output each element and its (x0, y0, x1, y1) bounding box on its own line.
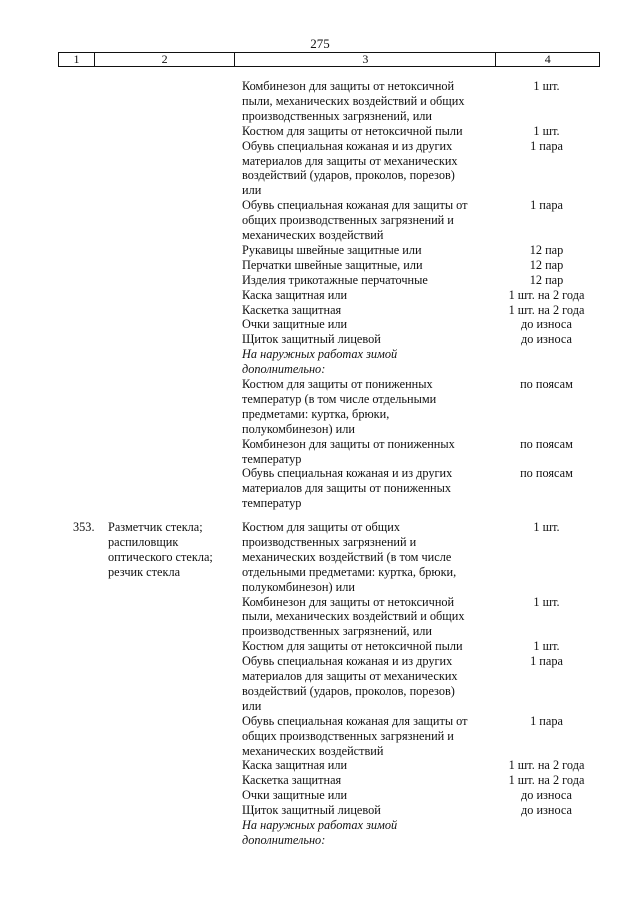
quantity-norm: 1 шт. (533, 639, 560, 654)
equipment-item-line: механических воздействий (242, 743, 384, 758)
equipment-item-line: Каска защитная или (242, 287, 348, 302)
quantity-norm: по поясам (520, 377, 573, 391)
table-header (58, 52, 600, 67)
equipment-item-line: предметами: куртка, брюки, (242, 406, 390, 421)
equipment-item-line: общих производственных загрязнений и (242, 728, 454, 743)
equipment-item-line: Щиток защитный лицевой (242, 332, 381, 347)
equipment-item-line: температур (242, 496, 302, 511)
equipment-item-line: Комбинезон для защиты от нетоксичной (242, 79, 455, 93)
equipment-item-line: пыли, механических воздействий и общих (242, 609, 465, 624)
equipment-item-line: или (242, 698, 262, 713)
equipment-item-line: материалов для защиты от механических (242, 669, 458, 683)
quantity-norm: 1 пара (530, 654, 563, 669)
equipment-item-line: Перчатки швейные защитные, или (242, 257, 423, 272)
occupation-line: оптического стекла; (108, 549, 213, 564)
equipment-item-line: Очки защитные или (242, 317, 348, 332)
quantity-norm: 1 шт. (533, 520, 560, 534)
quantity-norm: 12 пар (529, 242, 564, 257)
equipment-item-line: Обувь специальная кожаная и из других (242, 138, 453, 153)
equipment-item-line: Очки защитные или (242, 788, 348, 803)
equipment-item-line: полукомбинезон) или (242, 579, 355, 594)
equipment-item-line: Обувь специальная кожаная для защиты от (242, 198, 468, 213)
quantity-norm: 12 пар (529, 257, 564, 272)
equipment-item-line: Костюм для защиты от пониженных (242, 377, 433, 391)
equipment-item-line: Комбинезон для защиты от пониженных (242, 436, 455, 451)
equipment-item-line: механических воздействий (242, 228, 384, 242)
equipment-item-line: Рукавицы швейные защитные или (242, 242, 422, 257)
equipment-item-line: пыли, механических воздействий и общих (242, 93, 465, 108)
quantity-norm: 12 пар (529, 272, 564, 287)
row-number: 353. (73, 520, 95, 534)
column-header-4: 4 (544, 52, 551, 66)
equipment-item-line: дополнительно: (242, 362, 326, 377)
equipment-item-line: дополнительно: (242, 832, 326, 847)
equipment-item-line: воздействий (ударов, проколов, порезов) (242, 168, 455, 183)
occupation-line: распиловщик (108, 534, 179, 549)
equipment-item-line: производственных загрязнений, или (242, 108, 433, 123)
quantity-norm: 1 шт. (533, 594, 560, 609)
quantity-norm: 1 шт. на 2 года (508, 287, 585, 302)
equipment-item-line: Каска защитная или (242, 758, 348, 773)
equipment-item-line: Каскетка защитная (242, 302, 342, 317)
quantity-norm: до износа (520, 317, 573, 332)
quantity-norm: 1 шт. на 2 года (508, 758, 585, 773)
quantity-norm: 1 шт. (533, 123, 560, 138)
equipment-item-line: Костюм для защиты от нетоксичной пыли (242, 639, 463, 654)
column-header-3: 3 (235, 53, 496, 66)
occupation-line: резчик стекла (108, 564, 181, 579)
quantity-norm: 1 шт. на 2 года (508, 302, 585, 317)
equipment-item-line: Обувь специальная кожаная и из других (242, 466, 453, 481)
quantity-norm: 1 шт. на 2 года (508, 773, 585, 788)
equipment-item-line: На наружных работах зимой (242, 347, 398, 362)
equipment-item-line: воздействий (ударов, проколов, порезов) (242, 683, 455, 698)
equipment-item-line: Щиток защитный лицевой (242, 803, 381, 818)
quantity-norm: по поясам (520, 436, 573, 451)
equipment-item-line: температур (в том числе отдельными (242, 391, 437, 406)
equipment-item-line: механических воздействий (в том числе (242, 549, 452, 564)
quantity-norm: до износа (520, 332, 573, 347)
equipment-item-line: Обувь специальная кожаная для защиты от (242, 713, 468, 728)
equipment-item-line: Костюм для защиты от нетоксичной пыли (242, 123, 463, 138)
equipment-item-line: Костюм для защиты от общих (242, 520, 400, 534)
quantity-norm: 1 пара (530, 198, 563, 213)
equipment-item-line: Изделия трикотажные перчаточные (242, 272, 428, 287)
quantity-norm: до износа (520, 788, 573, 803)
equipment-item-line: Комбинезон для защиты от нетоксичной (242, 594, 455, 609)
equipment-item-line: На наружных работах зимой (242, 818, 398, 832)
column-header-2: 2 (95, 53, 235, 66)
equipment-item-line: производственных загрязнений и (242, 534, 417, 549)
quantity-norm: до износа (520, 803, 573, 818)
equipment-item-line: материалов для защиты от механических (242, 153, 458, 168)
column-header-1: 1 (59, 53, 95, 66)
equipment-item-line: материалов для защиты от пониженных (242, 481, 452, 496)
quantity-norm: 1 шт. (533, 79, 560, 93)
page-number: 275 (310, 36, 330, 51)
occupation-line: Разметчик стекла; (108, 520, 203, 534)
equipment-item-line: отдельными предметами: куртка, брюки, (242, 564, 457, 579)
quantity-norm: по поясам (520, 466, 573, 481)
equipment-item-line: общих производственных загрязнений и (242, 213, 454, 228)
quantity-norm: 1 пара (530, 138, 563, 153)
equipment-item-line: температур (242, 451, 302, 466)
quantity-norm: 1 пара (530, 713, 563, 728)
equipment-item-line: или (242, 183, 262, 198)
equipment-item-line: производственных загрязнений, или (242, 624, 433, 639)
equipment-item-line: Обувь специальная кожаная и из других (242, 654, 453, 669)
equipment-item-line: полукомбинезон) или (242, 421, 355, 436)
equipment-item-line: Каскетка защитная (242, 773, 342, 788)
